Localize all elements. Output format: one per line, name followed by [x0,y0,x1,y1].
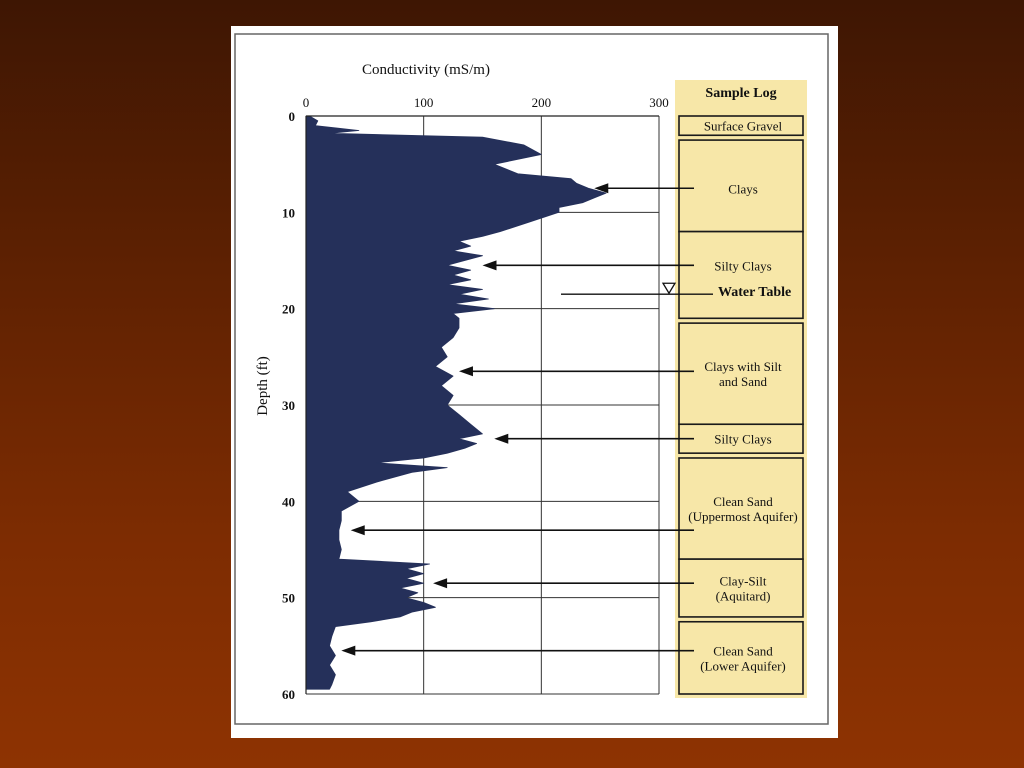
y-tick-label: 50 [282,590,295,606]
y-tick-label: 0 [288,109,295,124]
y-tick-label: 20 [282,301,295,317]
conductivity-profile [306,116,606,689]
conductivity-depth-chart [231,26,838,738]
data-area [306,116,606,689]
water-table-label: Water Table [718,285,792,300]
log-layer-label: Clean Sand [713,643,773,659]
log-layer-label: Silty Clays [714,431,772,447]
log-arrow-head [433,578,447,588]
log-layer-label: (Uppermost Aquifer) [688,509,798,525]
log-layer-label: Silty Clays [714,258,772,274]
y-tick-label: 30 [282,398,295,413]
sample-log [675,80,807,698]
log-layer-label: Clays [728,181,758,197]
y-tick-label: 10 [282,205,295,221]
x-axis-label: Conductivity (mS/m) [362,62,490,78]
y-axis-label: Depth (ft) [255,356,271,416]
figure-panel [231,26,838,738]
log-layer-label: Surface Gravel [703,118,783,134]
log-arrow-head [483,260,497,270]
y-tick-label: 40 [282,494,295,510]
water-table-marker [663,283,675,293]
log-layer-label: Clay-Silt [719,573,767,589]
log-layer-label: Clays with Silt [704,359,782,375]
log-arrow-head [351,525,365,535]
y-tick-label: 60 [282,687,295,702]
log-layer-label: Clean Sand [713,494,773,510]
x-tick-label: 100 [413,95,434,110]
log-arrow-head [341,646,355,656]
log-layer-label: (Lower Aquifer) [700,658,786,674]
sample-log-title: Sample Log [705,86,777,101]
x-tick-label: 200 [531,95,552,110]
log-layer-label: and Sand [718,374,768,390]
x-tick-label: 0 [302,95,310,110]
log-arrow-head [494,434,508,444]
log-layer-label: (Aquitard) [715,588,771,604]
log-layer-box [679,232,803,319]
x-tick-label: 300 [649,95,669,110]
log-arrow-head [459,366,473,376]
